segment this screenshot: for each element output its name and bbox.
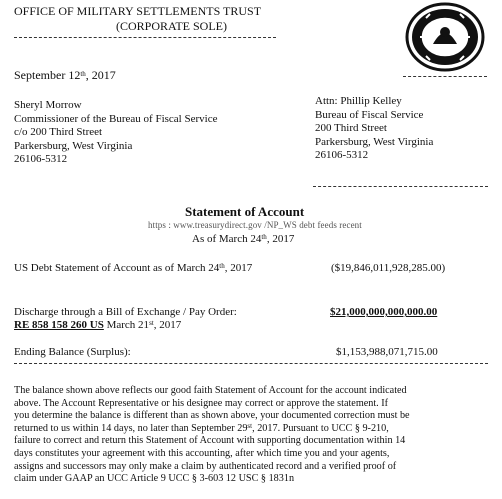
body-line: days constitutes your agreement with this accounting, after which time you and your agents, xyxy=(14,447,390,459)
recipient-address xyxy=(14,99,217,167)
attn-line: 200 Third Street xyxy=(315,122,387,135)
ending-value: $1,153,988,071,715.00 xyxy=(336,346,438,358)
attn-line: Attn: Phillip Kelley xyxy=(315,95,402,107)
letter-date xyxy=(14,68,116,82)
seal-rule xyxy=(403,76,487,77)
discharge-ref-date-year: , 2017 xyxy=(153,319,182,331)
attn-address xyxy=(315,95,433,163)
body-line: assigns and successors may only make a claim by authenticated record and a verified proof of xyxy=(14,460,397,472)
discharge-ref-date-prefix: March 21 xyxy=(103,319,150,331)
org-name: OFFICE OF MILITARY SETTLEMENTS TRUST xyxy=(14,4,262,18)
attn-line: Bureau of Fiscal Service xyxy=(315,108,424,121)
debt-label-prefix: US Debt Statement of Account as of March 24 xyxy=(14,262,220,274)
attn-line: 26106-5312 xyxy=(315,149,369,162)
recipient-line: 26106-5312 xyxy=(14,153,68,166)
date-year: , 2017 xyxy=(85,68,116,82)
body-line: above. The Account Representative or his designee may correct or approve the statement. If xyxy=(14,397,389,409)
discharge-ref-date-suffix: st xyxy=(149,319,154,327)
body-paragraph xyxy=(14,385,410,486)
body-line: failure to correct and return this Statement of Account with supporting documentation within 14 xyxy=(14,435,406,447)
ending-label: Ending Balance (Surplus): xyxy=(14,346,131,358)
body-line: The balance shown above reflects our good faith Statement of Account for the account indicated xyxy=(14,385,407,396)
body-line xyxy=(14,423,410,436)
discharge-label: Discharge through a Bill of Exchange / Pay Order: xyxy=(14,306,237,318)
recipient-line: Sheryl Morrow xyxy=(14,99,82,111)
org-subtitle: (CORPORATE SOLE) xyxy=(116,19,228,33)
as-of-prefix: As of March 24 xyxy=(192,233,262,245)
discharge-ref-number: RE 858 158 260 US xyxy=(14,319,104,331)
debt-label-suffix: th xyxy=(219,262,225,270)
ending-rule xyxy=(14,363,488,364)
statement-url: https : www.treasurydirect.gov /NP_WS debt feeds recent xyxy=(148,220,362,230)
body-line: you determine the balance is different than as shown above, your documented correction must be xyxy=(14,410,410,422)
recipient-line: Commissioner of the Bureau of Fiscal Service xyxy=(14,112,218,125)
recipient-line: Parkersburg, West Virginia xyxy=(14,139,133,152)
debt-value: ($19,846,011,928,285.00) xyxy=(331,262,446,274)
attn-line: Parkersburg, West Virginia xyxy=(315,135,434,148)
statement-as-of xyxy=(192,233,294,246)
attn-rule xyxy=(313,186,488,187)
as-of-year: , 2017 xyxy=(266,233,295,245)
statement-title: Statement of Account xyxy=(185,204,305,219)
header-rule xyxy=(14,37,276,38)
date-suffix: th xyxy=(80,70,86,78)
as-of-suffix: th xyxy=(261,233,267,241)
debt-label-year: , 2017 xyxy=(224,262,253,274)
discharge-value: $21,000,000,000,000.00 xyxy=(330,306,438,318)
body-line: claim under GAAP an UCC Article 9 UCC § 3-603 12 USC § 1831n xyxy=(14,473,295,485)
date-month-day: September 12 xyxy=(14,68,81,82)
body-line-4-tail: , 2017. Pursuant to UCC § 9-210, xyxy=(252,422,389,434)
discharge-reference xyxy=(14,319,181,332)
body-line-4-start: returned to us within 14 days, no later than September 29 xyxy=(14,422,248,434)
body-line-4-sup: st xyxy=(247,421,253,430)
recipient-line: c/o 200 Third Street xyxy=(14,126,103,139)
debt-label xyxy=(14,262,252,275)
seal-icon xyxy=(404,2,486,72)
